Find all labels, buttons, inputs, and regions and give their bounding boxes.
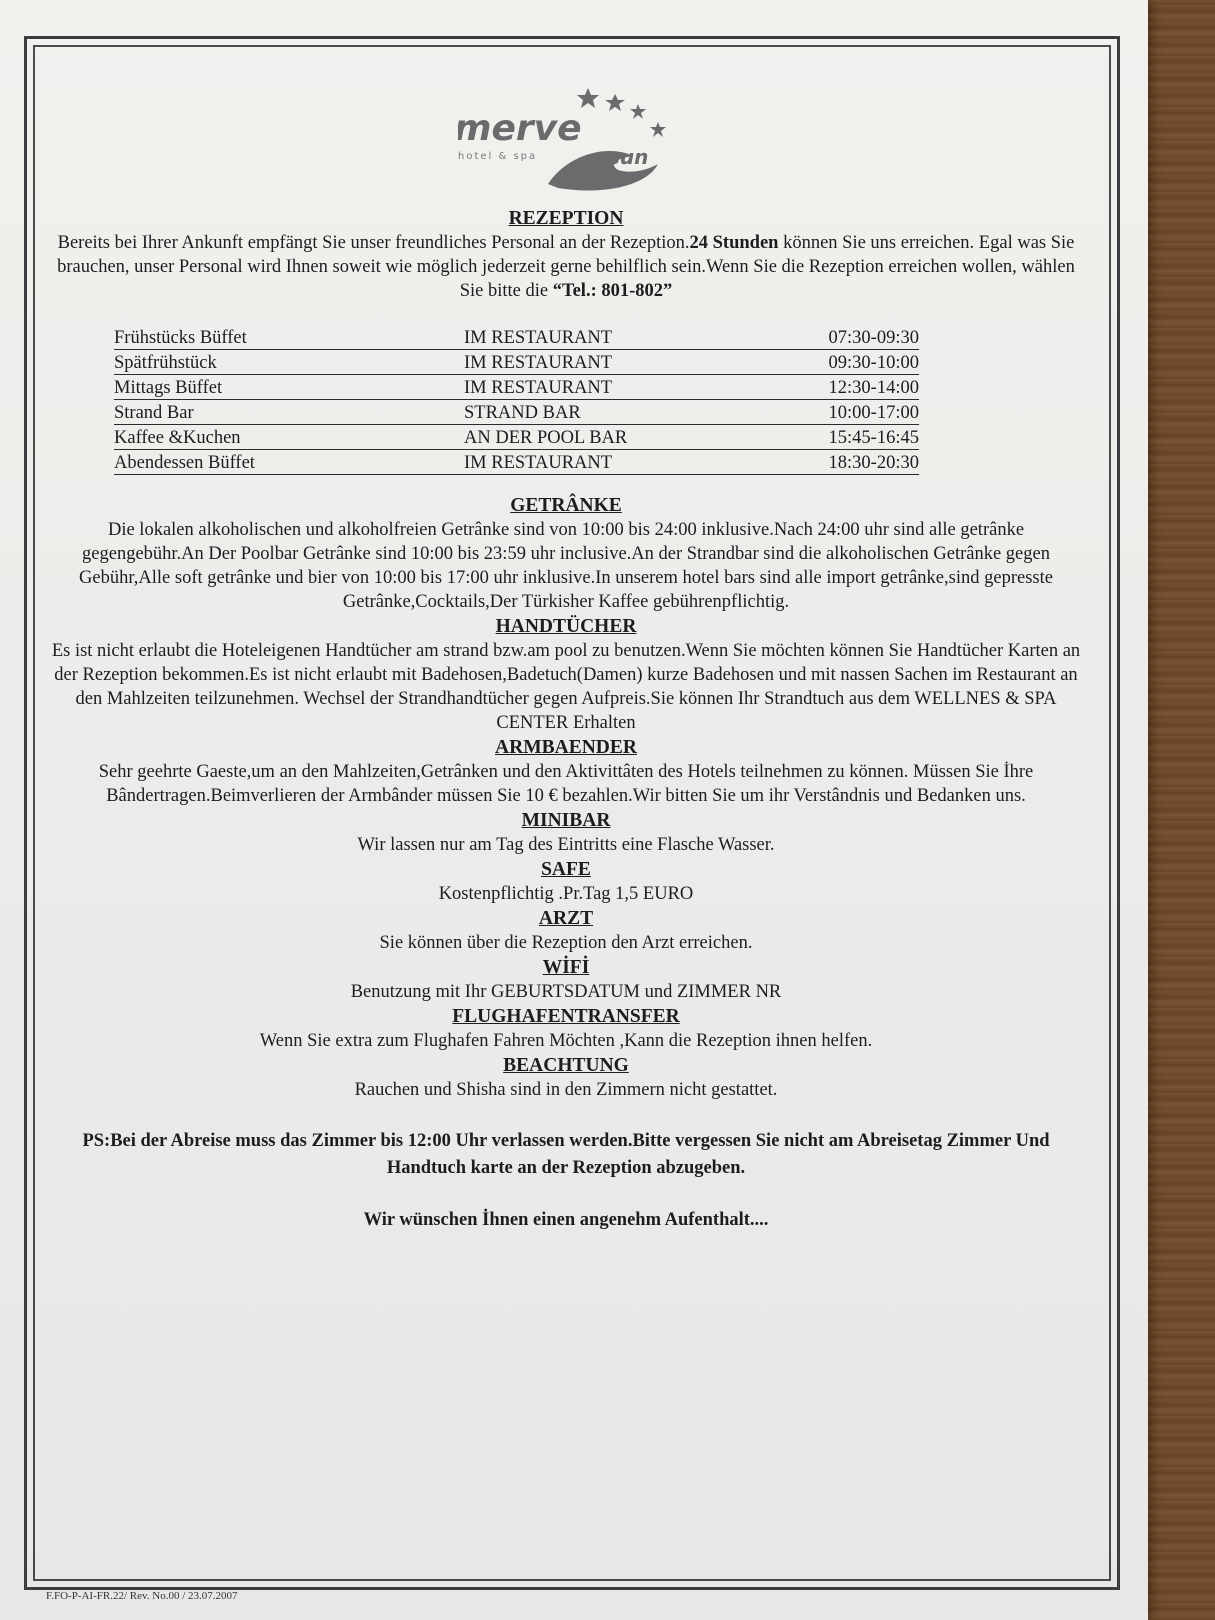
minibar-heading: MINIBAR (521, 810, 611, 831)
table-row (114, 425, 919, 450)
schedule-time: 18:30-20:30 (828, 453, 919, 473)
schedule-place: IM RESTAURANT (464, 328, 613, 348)
armbaender-text: Sehr geehrte Gaeste,um an den Mahlzeiten,Getrânken und den Aktivittâten des Hotels teilnehmen zu können. Müssen Sie İhre Bândertragen.Beimverlieren der Armbânder müssen Sie 10 € bezahlen.Wir bitten Sie um ihr Verstândnis und Bedanken uns. (98, 762, 1034, 806)
schedule-time: 07:30-09:30 (828, 328, 919, 348)
schedule-time: 09:30-10:00 (828, 353, 919, 373)
handtuecher-heading: HANDTÜCHER (495, 616, 637, 637)
schedule-place: IM RESTAURANT (464, 378, 613, 398)
handtuecher-text: Es ist nicht erlaubt die Hoteleigenen Handtücher am strand bzw.am pool zu benutzen.Wenn Sie möchten können Sie Handtücher Karten an der Rezeption bekommen.Es ist nicht erlaubt mit Badehosen,Badetuch(Damen) kurze Badehosen und mit nassen Sachen im Restaurant an den Mahlzeiten teilzunehmen. Wechsel der Strandhandtücher gegen Aufpreis.Sie können Ihr Strandtuch aus dem WELLNES & SPA CENTER Erhalten (51, 641, 1081, 733)
document-body (46, 206, 1086, 1232)
schedule-place: IM RESTAURANT (464, 353, 613, 373)
schedule-place: AN DER POOL BAR (464, 428, 628, 448)
flughafen-heading: FLUGHAFENTRANSFER (452, 1006, 680, 1027)
meal-schedule-table (114, 325, 919, 475)
schedule-place: IM RESTAURANT (464, 453, 613, 473)
closing-wish: Wir wünschen İhnen einen angenehm Aufenthalt.... (363, 1210, 769, 1230)
schedule-name: Frühstücks Büffet (114, 328, 247, 348)
minibar-text: Wir lassen nur am Tag des Eintritts eine Flasche Wasser. (357, 835, 775, 855)
table-row (114, 350, 919, 375)
safe-text: Kostenpflichtig .Pr.Tag 1,5 EURO (438, 884, 694, 904)
getraenke-text: Die lokalen alkoholischen und alkoholfreien Getrânke sind von 10:00 bis 24:00 inklusive.Nach 24:00 uhr sind alle getrânke gegengebühr.An Der Poolbar Getrânke sind 10:00 bis 23:59 uhr inclusive.An der Strandbar sind die alkoholischen Getrânke gegen Gebühr,Alle soft getrânke und bier von 10:00 bis 17:00 uhr inklusive.In unserem hotel bars sind alle import getrânke,sind gepresste Getrânke,Cocktails,Der Türkisher Kaffee gebührenpflichtig. (79, 520, 1053, 612)
logo-subtitle-text: hotel & spa (458, 151, 538, 162)
beachtung-heading: BEACHTUNG (503, 1055, 629, 1076)
rezeption-heading: REZEPTION (508, 208, 624, 229)
arzt-text: Sie können über die Rezeption den Arzt erreichen. (379, 933, 753, 953)
schedule-time: 15:45-16:45 (828, 428, 919, 448)
schedule-name: Kaffee &Kuchen (114, 428, 241, 448)
star-icon (605, 94, 625, 111)
logo-brand-text: merve (458, 108, 582, 149)
schedule-name: Abendessen Büffet (114, 453, 255, 473)
logo-sun-text: sun (608, 145, 649, 169)
wifi-heading: WİFİ (542, 957, 590, 978)
schedule-name: Mittags Büffet (114, 378, 223, 398)
armbaender-heading: ARMBAENDER (495, 737, 637, 758)
star-icon (650, 122, 666, 137)
flughafen-text: Wenn Sie extra zum Flughafen Fahren Möchten ,Kann die Rezeption ihnen helfen. (259, 1031, 873, 1051)
getraenke-heading: GETRÂNKE (510, 495, 622, 516)
table-row (114, 400, 919, 425)
beachtung-text: Rauchen und Shisha sind in den Zimmern nicht gestattet. (354, 1080, 778, 1100)
wifi-text: Benutzung mit Ihr GEBURTSDATUM und ZIMMER NR (350, 982, 782, 1002)
schedule-place: STRAND BAR (464, 403, 581, 423)
schedule-name: Strand Bar (114, 403, 194, 423)
ps-note: PS:Bei der Abreise muss das Zimmer bis 12:00 Uhr verlassen werden.Bitte vergessen Sie nicht am Abreisetag Zimmer Und Handtuch karte an der Rezeption abzugeben. (82, 1131, 1050, 1178)
safe-heading: SAFE (541, 859, 591, 880)
hotel-logo (458, 84, 688, 202)
star-icon (630, 104, 646, 119)
table-row (114, 375, 919, 400)
schedule-name: Spätfrühstück (114, 353, 217, 373)
star-icon (577, 88, 599, 108)
schedule-time: 12:30-14:00 (828, 378, 919, 398)
table-row (114, 450, 919, 475)
schedule-time: 10:00-17:00 (828, 403, 919, 423)
document-footer-code: F.FO-P-AI-FR.22/ Rev. No.00 / 23.07.2007 (46, 1590, 238, 1602)
arzt-heading: ARZT (538, 908, 594, 929)
table-row (114, 325, 919, 350)
rezeption-text: Bereits bei Ihrer Ankunft empfängt Sie unser freundliches Personal an der Rezeption.24 Stunden können Sie uns erreichen. Egal was Sie brauchen, unser Personal wird Ihnen soweit wie möglich jederzeit gerne behilflich sein.Wenn Sie die Rezeption erreichen wollen, wählen Sie bitte die “Tel.: 801-802” (57, 233, 1075, 301)
